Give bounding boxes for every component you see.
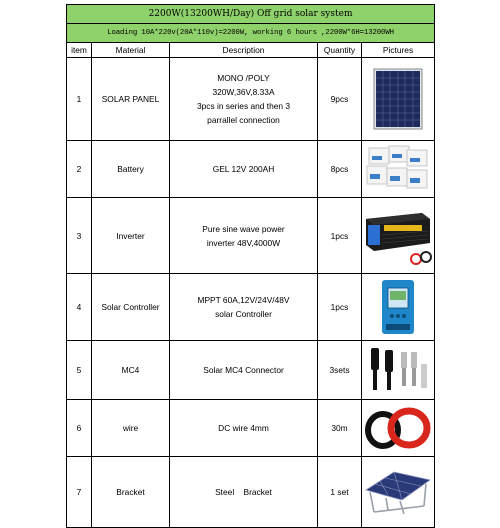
item-number: 5 <box>67 341 92 400</box>
column-header-item: item <box>67 43 92 58</box>
description-line: MPPT 60A,12V/24V/48V <box>197 295 290 305</box>
material-name: MC4 <box>92 341 170 400</box>
description-line: solar Controller <box>215 309 272 319</box>
column-header-pictures: Pictures <box>362 43 435 58</box>
description-line: 320W,36V,8.33A <box>212 87 275 97</box>
description-line: MONO /POLY <box>217 73 270 83</box>
material-name: Bracket <box>92 457 170 528</box>
spec-sheet <box>66 4 434 497</box>
description <box>170 141 318 198</box>
quantity: 3sets <box>318 341 362 400</box>
description-line: parrallel connection <box>207 115 280 125</box>
spec-table <box>66 4 435 528</box>
quantity: 1pcs <box>318 198 362 274</box>
table-row <box>67 198 435 274</box>
solar-controller-icon <box>378 278 418 336</box>
quantity: 9pcs <box>318 58 362 141</box>
table-title: 2200W(13200WH/Day) Off grid solar system <box>67 5 435 24</box>
description <box>170 58 318 141</box>
description-line: Steel Bracket <box>215 487 272 497</box>
wire-coil-icon <box>365 406 431 450</box>
quantity: 1 set <box>318 457 362 528</box>
material-name: wire <box>92 400 170 457</box>
description <box>170 198 318 274</box>
description-line: Solar MC4 Connector <box>203 365 284 375</box>
quantity: 30m <box>318 400 362 457</box>
item-number: 2 <box>67 141 92 198</box>
table-row <box>67 457 435 528</box>
column-header-row <box>67 43 435 58</box>
table-subtitle: Loading 10A*220v(20A*110v)=2200W, working 6 hours ,2200W*6H=13200WH <box>67 24 435 43</box>
description <box>170 457 318 528</box>
description-line: DC wire 4mm <box>218 423 269 433</box>
solar-panel-icon <box>373 68 423 130</box>
battery-icon <box>365 144 431 194</box>
column-header-description: Description <box>170 43 318 58</box>
description <box>170 274 318 341</box>
wire-photo <box>362 400 435 457</box>
item-number: 3 <box>67 198 92 274</box>
bracket-icon <box>364 468 432 516</box>
bracket-photo <box>362 457 435 528</box>
description-line: GEL 12V 200AH <box>212 164 275 174</box>
battery-photo <box>362 141 435 198</box>
item-number: 6 <box>67 400 92 457</box>
description-line: 3pcs in series and then 3 <box>196 101 291 111</box>
material-name: SOLAR PANEL <box>92 58 170 141</box>
material-name: Solar Controller <box>92 274 170 341</box>
controller-photo <box>362 274 435 341</box>
description <box>170 341 318 400</box>
mc4-connector-icon <box>365 344 431 396</box>
table-row <box>67 141 435 198</box>
column-header-quantity: Quantity <box>318 43 362 58</box>
material-name: Inverter <box>92 198 170 274</box>
column-header-material: Material <box>92 43 170 58</box>
quantity: 1pcs <box>318 274 362 341</box>
item-number: 1 <box>67 58 92 141</box>
table-row <box>67 58 435 141</box>
quantity: 8pcs <box>318 141 362 198</box>
description-line: Pure sine wave power <box>202 223 285 234</box>
description <box>170 400 318 457</box>
item-number: 7 <box>67 457 92 528</box>
inverter-photo <box>362 198 435 274</box>
description-line: inverter 48V,4000W <box>206 237 281 248</box>
inverter-icon <box>362 205 434 267</box>
table-row <box>67 274 435 341</box>
solar-panel-photo <box>362 58 435 141</box>
table-row <box>67 400 435 457</box>
item-number: 4 <box>67 274 92 341</box>
material-name: Battery <box>92 141 170 198</box>
mc4-connector-photo <box>362 341 435 400</box>
table-row <box>67 341 435 400</box>
